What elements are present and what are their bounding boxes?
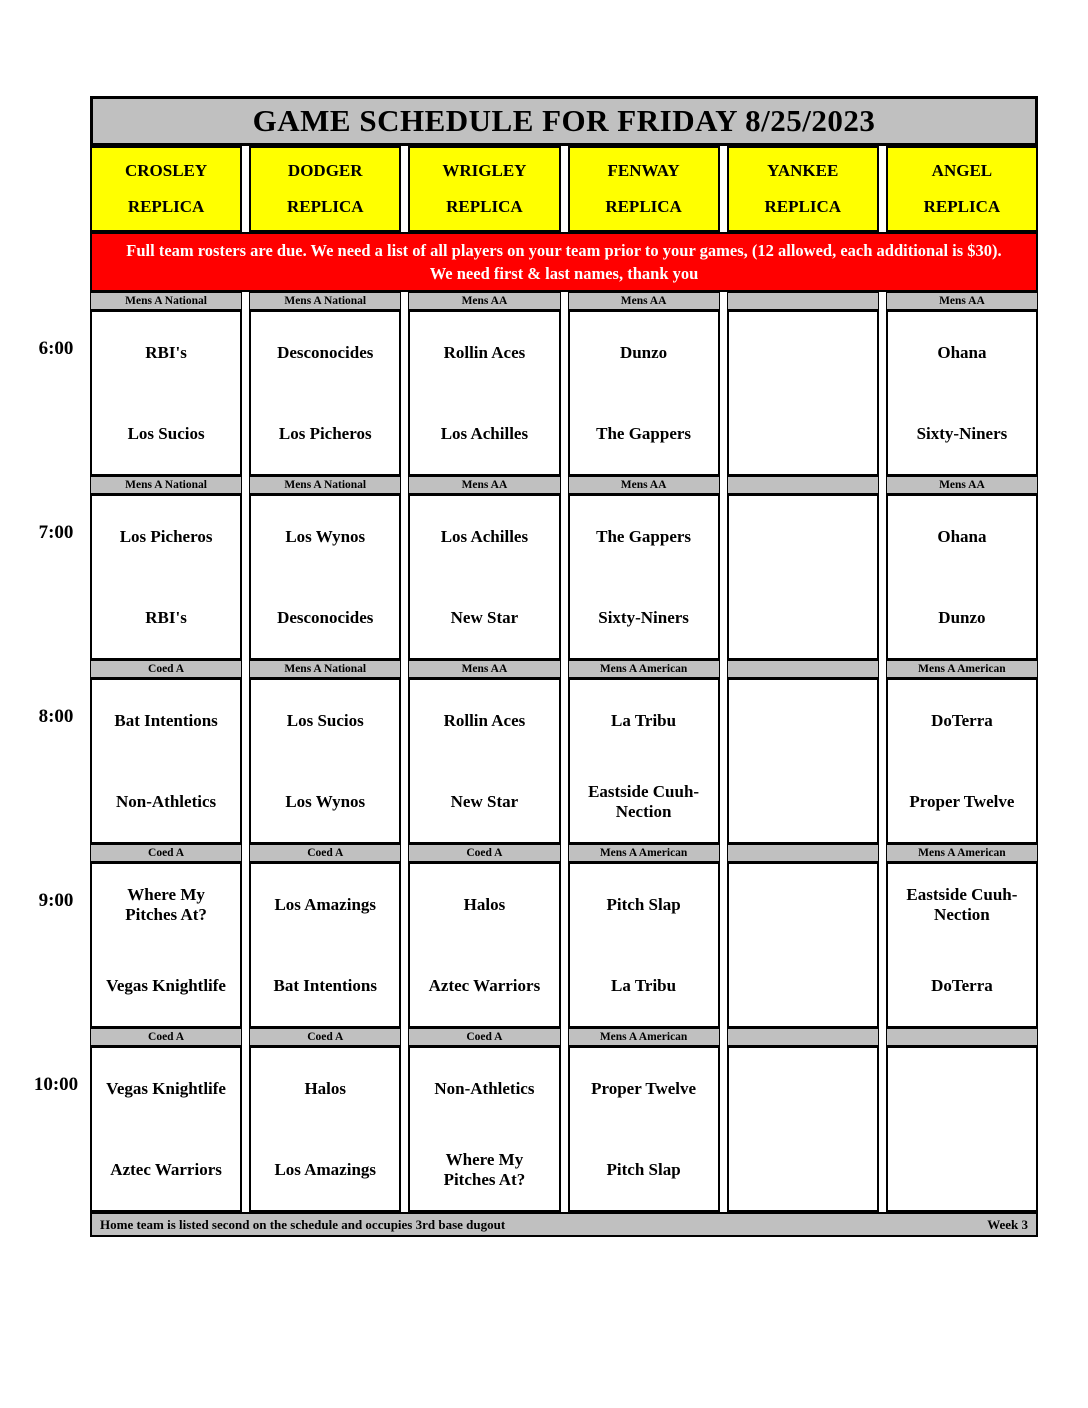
game-cell	[886, 862, 1038, 1028]
team-away: The Gappers	[596, 526, 692, 546]
game-cell	[727, 494, 879, 660]
game-cell	[727, 310, 879, 476]
division-row-600	[90, 292, 1038, 310]
team-away: DoTerra	[931, 710, 993, 730]
team-home: Los Sucios	[127, 423, 205, 443]
team-away: Los Wynos	[285, 526, 366, 546]
field-header-row	[90, 146, 1038, 232]
game-cell	[886, 310, 1038, 476]
field-name: DODGER	[287, 161, 363, 180]
game-cell	[249, 1046, 401, 1212]
team-away: RBI's	[145, 342, 187, 362]
division-label: Mens AA	[886, 476, 1038, 494]
game-cell	[408, 862, 560, 1028]
division-row-800	[90, 660, 1038, 678]
field-type: REPLICA	[605, 197, 682, 216]
division-row-700	[90, 476, 1038, 494]
game-cell	[90, 678, 242, 844]
division-label: Mens A National	[249, 292, 401, 310]
division-label: Mens A American	[568, 844, 720, 862]
team-home: Vegas Knightlife	[106, 975, 226, 995]
team-away: Ohana	[937, 526, 987, 546]
team-home	[729, 761, 877, 842]
team-home: Proper Twelve	[909, 791, 1015, 811]
game-row-600	[38, 310, 1038, 476]
team-home: DoTerra	[931, 975, 993, 995]
game-cell	[90, 494, 242, 660]
notice-banner: Full team rosters are due. We need a list of all players on your team prior to your games, (12 allowed, each additional is $30). We need first & last names, thank you	[90, 232, 1038, 292]
division-label: Mens AA	[408, 660, 560, 678]
division-row-1000	[90, 1028, 1038, 1046]
division-label: Mens A American	[568, 1028, 720, 1046]
game-row-900	[38, 862, 1038, 1028]
team-home: The Gappers	[596, 423, 692, 443]
team-away: Where My Pitches At?	[125, 884, 207, 924]
division-label: Mens A National	[90, 476, 242, 494]
division-label: Mens AA	[408, 476, 560, 494]
week-label: Week 3	[987, 1216, 1028, 1232]
team-home: La Tribu	[611, 975, 677, 995]
game-cell	[249, 678, 401, 844]
game-cell	[727, 1046, 879, 1212]
team-away: Pitch Slap	[606, 894, 681, 914]
team-away: Halos	[304, 1078, 347, 1098]
division-label: Mens A National	[249, 660, 401, 678]
game-cell	[568, 678, 720, 844]
team-home: RBI's	[145, 607, 187, 627]
time-label: 10:00	[33, 1074, 79, 1095]
field-name: CROSLEY	[124, 161, 208, 180]
field-header-wrigley	[408, 146, 560, 232]
team-home: Non-Athletics	[116, 791, 217, 811]
team-home: Aztec Warriors	[110, 1159, 222, 1179]
time-label: 7:00	[38, 522, 74, 543]
division-label	[727, 844, 879, 862]
division-label: Mens AA	[886, 292, 1038, 310]
field-name: ANGEL	[931, 161, 993, 180]
division-label: Coed A	[90, 1028, 242, 1046]
field-header-crosley	[90, 146, 242, 232]
team-away: Proper Twelve	[591, 1078, 697, 1098]
team-away: Vegas Knightlife	[106, 1078, 226, 1098]
footer-note: Home team is listed second on the schedule and occupies 3rd base dugout	[100, 1216, 506, 1232]
division-row-900	[90, 844, 1038, 862]
game-cell	[249, 310, 401, 476]
team-home: Los Achilles	[440, 423, 529, 443]
schedule-sheet	[33, 96, 1038, 1237]
team-home: Los Wynos	[285, 791, 366, 811]
division-label: Mens AA	[568, 292, 720, 310]
game-cell	[408, 310, 560, 476]
game-cell	[886, 1046, 1038, 1212]
team-away	[888, 1048, 1036, 1129]
field-name: WRIGLEY	[442, 161, 527, 180]
team-home: Los Amazings	[274, 1159, 377, 1179]
division-label: Mens A American	[886, 660, 1038, 678]
division-label: Coed A	[408, 1028, 560, 1046]
division-label: Mens A American	[886, 844, 1038, 862]
time-label: 8:00	[38, 706, 74, 727]
game-cell	[568, 310, 720, 476]
team-home	[729, 1129, 877, 1210]
division-label	[727, 476, 879, 494]
field-name: YANKEE	[767, 161, 839, 180]
team-home: New Star	[450, 607, 519, 627]
team-away: Los Picheros	[119, 526, 213, 546]
field-type: REPLICA	[286, 197, 364, 216]
division-label: Mens AA	[568, 476, 720, 494]
team-away: Non-Athletics	[434, 1078, 535, 1098]
team-home: Pitch Slap	[606, 1159, 681, 1179]
division-label: Coed A	[90, 660, 242, 678]
team-home	[729, 577, 877, 658]
team-away	[729, 864, 877, 945]
team-away: Bat Intentions	[114, 710, 218, 730]
game-row-1000	[33, 1046, 1038, 1212]
team-away: Rollin Aces	[443, 710, 526, 730]
team-away: Ohana	[937, 342, 987, 362]
team-home: Aztec Warriors	[428, 975, 541, 995]
division-label	[727, 292, 879, 310]
field-type: REPLICA	[923, 197, 1001, 216]
game-cell	[249, 862, 401, 1028]
division-label	[727, 1028, 879, 1046]
team-away	[729, 680, 877, 761]
field-header-dodger	[249, 146, 401, 232]
game-cell	[727, 678, 879, 844]
field-header-yankee	[727, 146, 879, 232]
team-home: Dunzo	[938, 607, 986, 627]
page-title: GAME SCHEDULE FOR FRIDAY 8/25/2023	[90, 96, 1038, 146]
team-away: Los Achilles	[440, 526, 529, 546]
team-away: Dunzo	[619, 342, 668, 362]
team-away: Eastside Cuuh-Nection	[906, 884, 1018, 924]
game-cell	[408, 1046, 560, 1212]
division-label: Mens A American	[568, 660, 720, 678]
team-away: Los Sucios	[286, 710, 364, 730]
field-type: REPLICA	[764, 197, 841, 216]
division-label: Mens AA	[408, 292, 560, 310]
game-cell	[408, 678, 560, 844]
game-cell	[408, 494, 560, 660]
field-type: REPLICA	[446, 197, 523, 216]
team-away: Rollin Aces	[443, 342, 526, 362]
time-label: 6:00	[38, 338, 74, 359]
team-away	[729, 312, 877, 393]
team-away	[729, 1048, 877, 1129]
team-home	[729, 393, 877, 474]
team-home: Los Picheros	[278, 423, 372, 443]
division-label	[727, 660, 879, 678]
team-away: La Tribu	[611, 710, 677, 730]
team-home: Bat Intentions	[273, 975, 377, 995]
team-home: Sixty-Niners	[916, 423, 1008, 443]
team-home: New Star	[450, 791, 519, 811]
game-cell	[249, 494, 401, 660]
division-label: Coed A	[249, 844, 401, 862]
team-away: Desconocides	[277, 342, 374, 362]
game-cell	[568, 862, 720, 1028]
field-header-angel	[886, 146, 1038, 232]
time-label: 9:00	[38, 890, 74, 911]
field-header-fenway	[568, 146, 720, 232]
game-cell	[886, 494, 1038, 660]
division-label: Mens A National	[249, 476, 401, 494]
team-home: Desconocides	[277, 607, 374, 627]
game-row-800	[38, 678, 1038, 844]
division-label: Coed A	[249, 1028, 401, 1046]
field-name: FENWAY	[607, 161, 680, 180]
team-away	[729, 496, 877, 577]
team-home	[888, 1129, 1036, 1210]
game-cell	[90, 310, 242, 476]
team-home: Where My Pitches At?	[443, 1149, 526, 1189]
footer-bar	[90, 1212, 1038, 1237]
game-cell	[90, 1046, 242, 1212]
team-home: Sixty-Niners	[598, 607, 689, 627]
game-row-700	[38, 494, 1038, 660]
game-cell	[90, 862, 242, 1028]
team-away: Los Amazings	[274, 894, 377, 914]
field-type: REPLICA	[127, 197, 205, 216]
slots-container	[33, 292, 1038, 1212]
division-label: Mens A National	[90, 292, 242, 310]
game-cell	[727, 862, 879, 1028]
division-label: Coed A	[408, 844, 560, 862]
division-label	[886, 1028, 1038, 1046]
team-home	[729, 945, 877, 1026]
division-label: Coed A	[90, 844, 242, 862]
team-home: Eastside Cuuh-Nection	[588, 781, 700, 821]
game-cell	[568, 494, 720, 660]
team-away: Halos	[463, 894, 506, 914]
game-cell	[886, 678, 1038, 844]
game-cell	[568, 1046, 720, 1212]
